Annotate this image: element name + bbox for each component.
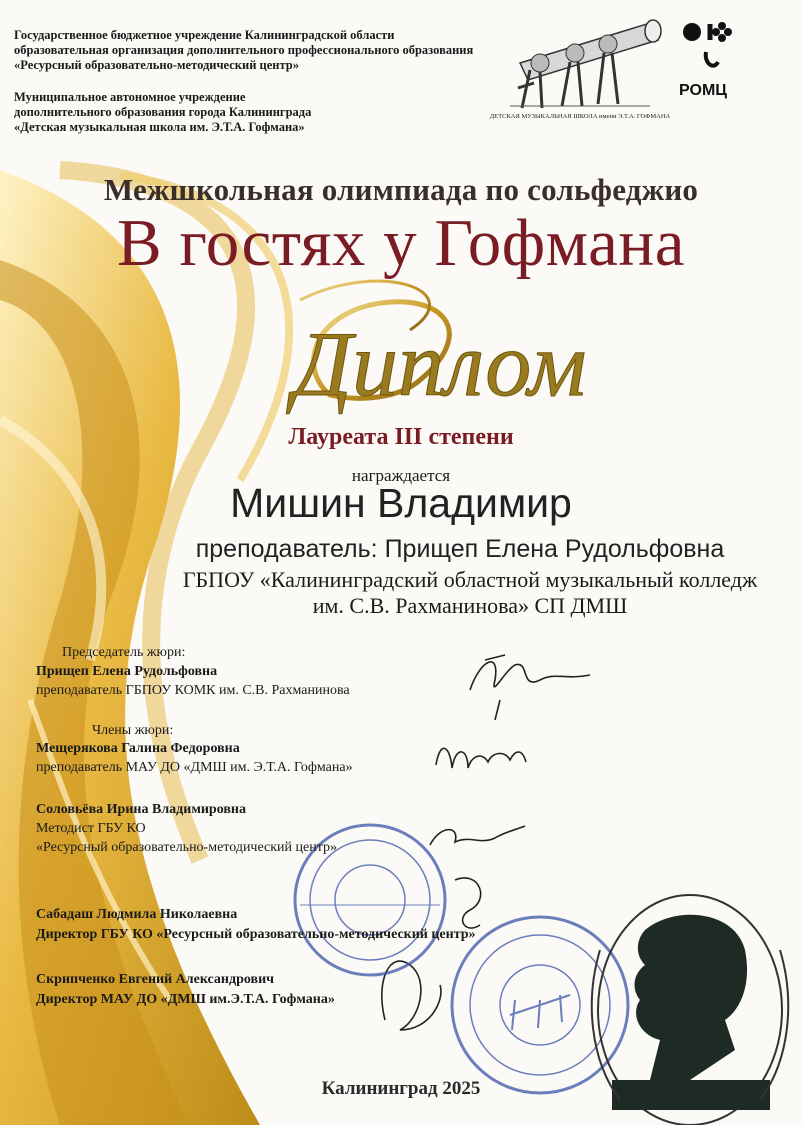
romc-label: РОМЦ: [679, 82, 727, 99]
olympiad-subtitle: Межшкольная олимпиада по сольфеджио: [103, 172, 699, 207]
org2-line2: дополнительного образования города Калининграда: [14, 105, 312, 119]
org2-line3: «Детская музыкальная школа им. Э.Т.А. Гофмана»: [14, 120, 305, 134]
org2-line1: Муниципальное автономное учреждение: [14, 90, 246, 104]
music-school-logo: [510, 20, 661, 108]
org1-line1: Государственное бюджетное учреждение Калининградской области: [14, 28, 395, 42]
jury-chair-role: преподаватель ГБПОУ КОМК им. С.В. Рахманинова: [36, 683, 350, 698]
jury-member-4-role: Директор МАУ ДО «ДМШ им.Э.Т.А. Гофмана»: [36, 992, 335, 1007]
signatures: [382, 655, 590, 1030]
jury-member-1-role: преподаватель МАУ ДО «ДМШ им. Э.Т.А. Гофмана»: [36, 760, 353, 775]
jury-member-1-name: Мещерякова Галина Федоровна: [36, 741, 240, 756]
org1-line3: «Ресурсный образовательно-методический центр»: [14, 58, 299, 72]
city-year: Калининград 2025: [321, 1078, 481, 1099]
olympiad-title: В гостях у Гофмана: [117, 206, 685, 280]
teacher-line: преподаватель: Прищеп Елена Рудольфовна: [195, 535, 725, 563]
jury-chair-label: Председатель жюри:: [62, 645, 186, 660]
diploma-word: [230, 295, 650, 420]
jury-member-3-role: Директор ГБУ КО «Ресурсный образовательно-методический центр»: [36, 927, 476, 942]
awarded-label: награждается: [351, 466, 451, 485]
jury-member-4-name: Скрипченко Евгений Александрович: [36, 972, 275, 987]
org1-block: [14, 28, 494, 73]
jury-member-2-name: Соловьёва Ирина Владимировна: [36, 802, 246, 817]
diploma-word-text: Диплом: [293, 313, 587, 415]
jury-member-2-role-2: «Ресурсный образовательно-методический центр»: [36, 840, 338, 855]
jury-chair-name: Прищеп Елена Рудольфовна: [36, 664, 218, 679]
jury-members-label: Члены жюри:: [92, 723, 174, 738]
jury-member-3-name: Сабадаш Людмила Николаевна: [36, 907, 238, 922]
jury-member-2-role-1: Методист ГБУ КО: [36, 821, 146, 836]
recipient-name: Мишин Владимир: [230, 480, 572, 526]
school-line-2: им. С.В. Рахманинова» СП ДМШ: [312, 593, 628, 618]
org1-line2: образовательная организация дополнительного профессионального образования: [14, 43, 474, 57]
degree-label: Лауреата III степени: [288, 424, 514, 450]
org2-block: [14, 90, 494, 135]
school-line-1: ГБПОУ «Калининградский областной музыкальный колледж: [182, 567, 758, 592]
logo-caption: ДЕТСКАЯ МУЗЫКАЛЬНАЯ ШКОЛА имени Э.Т.А. ГОФМАНА: [489, 113, 671, 120]
romc-logo-icon: [683, 22, 732, 66]
